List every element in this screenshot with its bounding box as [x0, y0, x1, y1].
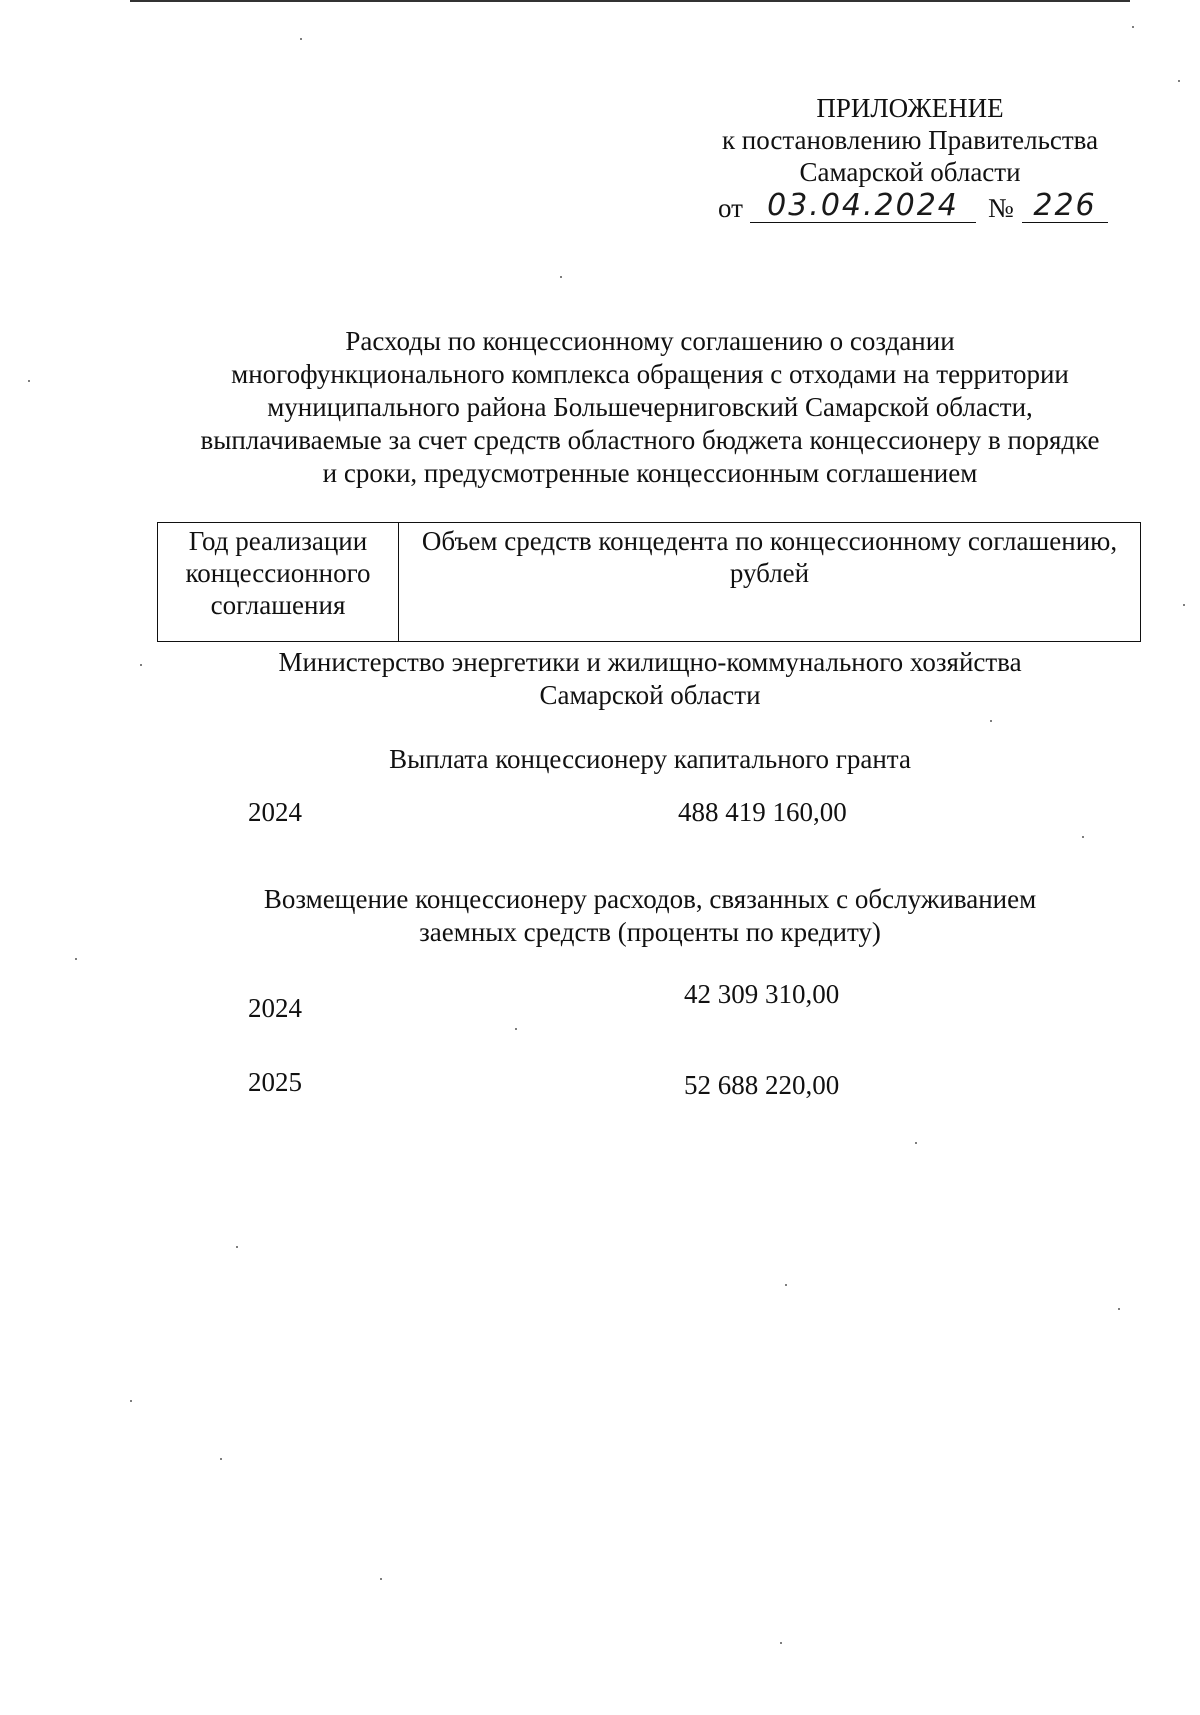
- number-prefix: №: [988, 193, 1014, 223]
- scan-speck: [1183, 604, 1185, 606]
- row-year: 2025: [248, 1067, 302, 1097]
- scan-speck: [300, 38, 302, 40]
- scan-speck: [380, 1578, 382, 1580]
- scan-speck: [140, 664, 142, 666]
- scan-speck: [236, 1246, 238, 1248]
- title-line: многофункционального комплекса обращения с отходами на территории: [231, 359, 1069, 389]
- section-title: заемных средств (проценты по кредиту): [419, 917, 881, 947]
- row-amount: 488 419 160,00: [678, 797, 847, 827]
- scan-speck: [130, 1400, 132, 1402]
- title-line: Расходы по концессионному соглашению о создании: [345, 326, 955, 356]
- date-number-line: [690, 188, 1130, 228]
- scan-top-edge: [130, 0, 1130, 2]
- scan-speck: [75, 958, 77, 960]
- header-text: соглашения: [210, 590, 346, 620]
- scan-speck: [1082, 836, 1084, 838]
- section-capital-grant: [180, 743, 1120, 776]
- scan-speck: [515, 1028, 517, 1030]
- scan-speck: [915, 1142, 917, 1144]
- header-text: Объем средств концедента по концессионному соглашению,: [421, 526, 1118, 556]
- scan-speck: [1118, 1308, 1120, 1310]
- scan-speck: [560, 276, 562, 278]
- header-text: рублей: [729, 558, 810, 588]
- section-interest-reimbursement: [180, 883, 1120, 949]
- scan-speck: [990, 720, 992, 722]
- document-title: [170, 325, 1130, 490]
- row-year: 2024: [248, 797, 302, 827]
- scan-speck: [28, 380, 30, 382]
- handwritten-number: 226: [1022, 186, 1108, 223]
- handwritten-date: 03.04.2024: [750, 186, 976, 223]
- annex-line-2: Самарской области: [799, 157, 1021, 187]
- ministry-line: Самарской области: [539, 680, 761, 710]
- title-line: и сроки, предусмотренные концессионным соглашением: [322, 458, 978, 488]
- annex-title: ПРИЛОЖЕНИЕ: [816, 93, 1004, 123]
- ministry-line: Министерство энергетики и жилищно-коммунального хозяйства: [278, 647, 1022, 677]
- row-amount: 42 309 310,00: [684, 979, 840, 1009]
- scan-speck: [1132, 26, 1134, 28]
- header-year-column: [158, 523, 399, 642]
- header-text: Год реализации: [188, 526, 368, 556]
- scan-speck: [1178, 80, 1180, 82]
- row-year: 2024: [248, 993, 302, 1023]
- scan-speck: [785, 1284, 787, 1286]
- header-text: концессионного: [185, 558, 371, 588]
- section-title: Возмещение концессионеру расходов, связанных с обслуживанием: [263, 884, 1037, 914]
- title-line: муниципального района Большечерниговский Самарской области,: [267, 392, 1033, 422]
- ministry-name: [200, 646, 1100, 712]
- row-amount: 52 688 220,00: [684, 1070, 840, 1100]
- title-line: выплачиваемые за счет средств областного бюджета концессионеру в порядке: [200, 425, 1100, 455]
- date-prefix: от: [718, 193, 743, 223]
- table-header: [157, 522, 1141, 642]
- header-amount-column: [399, 523, 1141, 642]
- annex-block: [690, 92, 1130, 228]
- annex-line-1: к постановлению Правительства: [721, 125, 1099, 155]
- section-title: Выплата концессионеру капитального гранта: [389, 744, 911, 774]
- scan-speck: [220, 1458, 222, 1460]
- scan-speck: [780, 1642, 782, 1644]
